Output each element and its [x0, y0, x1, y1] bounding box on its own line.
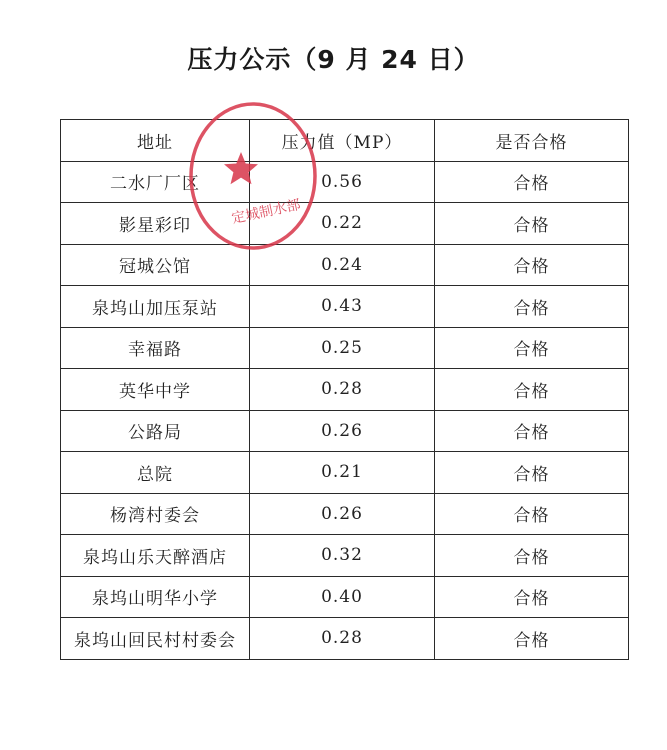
- table-row: [61, 244, 629, 286]
- cell-pass: 合格: [435, 203, 629, 245]
- cell-pass: 合格: [435, 410, 629, 452]
- cell-pass: 合格: [435, 618, 629, 660]
- seal-inner-text: 定城制水部: [230, 196, 303, 228]
- pressure-table: [60, 119, 629, 660]
- cell-pressure: 0.26: [250, 410, 435, 452]
- table-row: [61, 493, 629, 535]
- table-row: [61, 452, 629, 494]
- cell-site: 杨湾村委会: [61, 493, 250, 535]
- column-header-site: 地址: [61, 120, 250, 162]
- cell-pass: 合格: [435, 493, 629, 535]
- cell-site: 二水厂厂区: [61, 161, 250, 203]
- table-row: [61, 576, 629, 618]
- cell-site: 总院: [61, 452, 250, 494]
- cell-pass: 合格: [435, 576, 629, 618]
- table-row: [61, 203, 629, 245]
- cell-site: 泉坞山回民村村委会: [61, 618, 250, 660]
- cell-pressure: 0.32: [250, 535, 435, 577]
- cell-pressure: 0.24: [250, 244, 435, 286]
- cell-site: 幸福路: [61, 327, 250, 369]
- cell-pass: 合格: [435, 161, 629, 203]
- cell-pressure: 0.26: [250, 493, 435, 535]
- cell-pass: 合格: [435, 327, 629, 369]
- table-row: [61, 369, 629, 411]
- page-title: 压力公示（9 月 24 日）: [187, 45, 480, 74]
- cell-site: 公路局: [61, 410, 250, 452]
- table-row: [61, 410, 629, 452]
- cell-pass: 合格: [435, 535, 629, 577]
- table-row: [61, 286, 629, 328]
- cell-pass: 合格: [435, 452, 629, 494]
- cell-pressure: 0.21: [250, 452, 435, 494]
- cell-pressure: 0.28: [250, 618, 435, 660]
- cell-site: 冠城公馆: [61, 244, 250, 286]
- cell-site: 泉坞山乐天醉酒店: [61, 535, 250, 577]
- cell-pass: 合格: [435, 369, 629, 411]
- table-row: [61, 618, 629, 660]
- cell-site: 影星彩印: [61, 203, 250, 245]
- table-header-row: [61, 120, 629, 162]
- column-header-pressure: 压力值（MP）: [250, 120, 435, 162]
- cell-site: 英华中学: [61, 369, 250, 411]
- cell-pressure: 0.40: [250, 576, 435, 618]
- cell-pressure: 0.22: [250, 203, 435, 245]
- table-row: [61, 327, 629, 369]
- cell-site: 泉坞山明华小学: [61, 576, 250, 618]
- cell-pressure: 0.56: [250, 161, 435, 203]
- cell-pass: 合格: [435, 244, 629, 286]
- table-row: [61, 535, 629, 577]
- cell-pressure: 0.25: [250, 327, 435, 369]
- cell-pass: 合格: [435, 286, 629, 328]
- cell-pressure: 0.28: [250, 369, 435, 411]
- cell-pressure: 0.43: [250, 286, 435, 328]
- cell-site: 泉坞山加压泵站: [61, 286, 250, 328]
- table-row: [61, 161, 629, 203]
- column-header-pass: 是否合格: [435, 120, 629, 162]
